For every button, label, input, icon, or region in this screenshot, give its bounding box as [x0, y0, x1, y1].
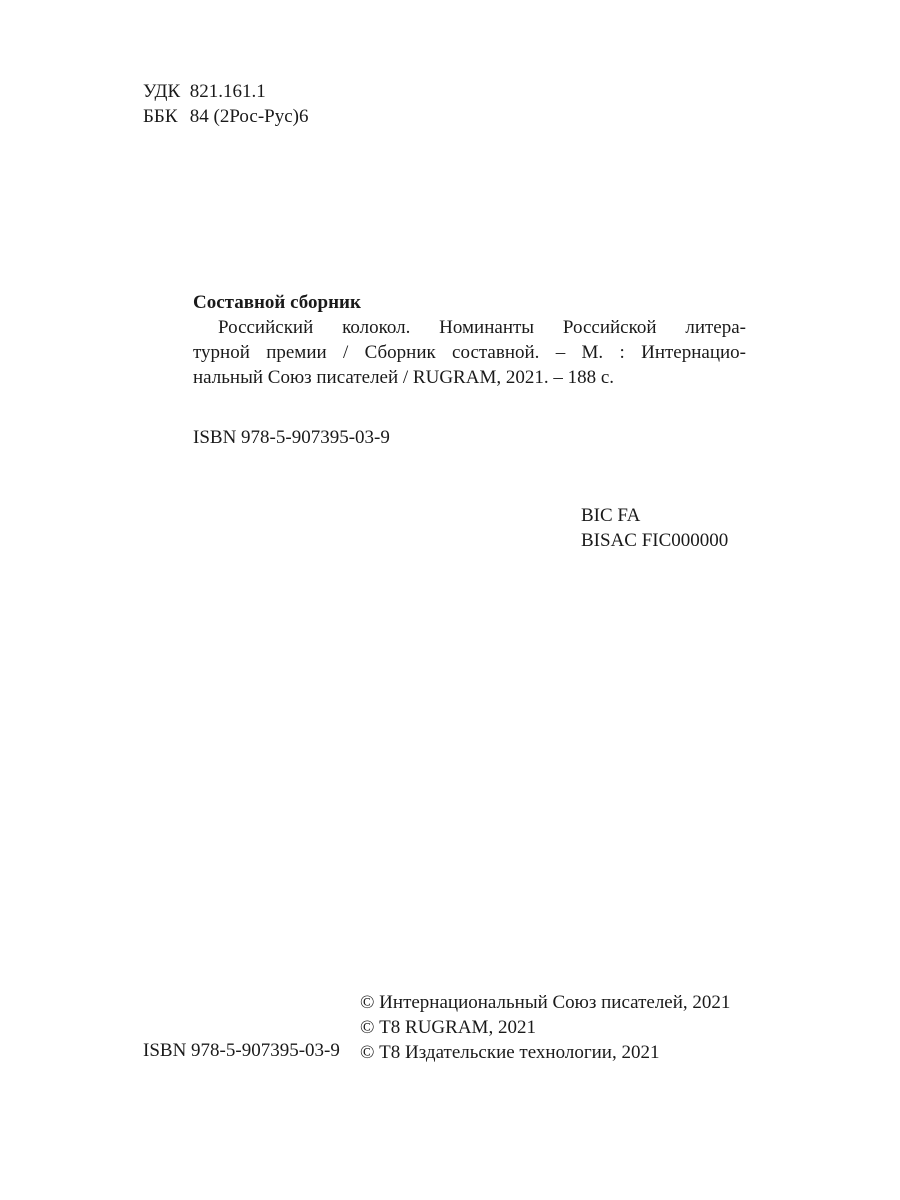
- catalog-isbn: ISBN 978-5-907395-03-9: [193, 427, 390, 448]
- subject-codes: [581, 503, 728, 553]
- copyright-line: © Интернациональный Союз писателей, 2021: [360, 992, 731, 1013]
- catalog-description-line: турной премии / Сборник составной. – М. : Интернацио-: [193, 342, 746, 363]
- catalog-description-line: Российский колокол. Номинанты Российской литера-: [218, 317, 746, 338]
- bbk-value: 84 (2Рос-Рус)6: [189, 106, 309, 127]
- footer-isbn: ISBN 978-5-907395-03-9: [143, 1040, 340, 1061]
- udk-row: [143, 79, 308, 104]
- udk-value: 821.161.1: [189, 81, 266, 102]
- bbk-row: [143, 104, 308, 129]
- catalog-description-line: нальный Союз писателей / RUGRAM, 2021. – 188 с.: [193, 367, 615, 388]
- bbk-label: ББК: [143, 106, 178, 127]
- copyright-line: © Т8 RUGRAM, 2021: [360, 1017, 536, 1038]
- copyright-notices: [360, 990, 730, 1065]
- copyright-line: © Т8 Издательские технологии, 2021: [360, 1042, 660, 1063]
- bic-code: BIC FA: [581, 505, 641, 526]
- catalog-title: Составной сборник: [193, 292, 361, 313]
- bisac-code: BISAC FIC000000: [581, 530, 729, 551]
- classification-codes: [143, 79, 308, 129]
- udk-label: УДК: [143, 81, 181, 102]
- catalog-entry: [193, 290, 746, 390]
- catalog-description: [193, 315, 746, 390]
